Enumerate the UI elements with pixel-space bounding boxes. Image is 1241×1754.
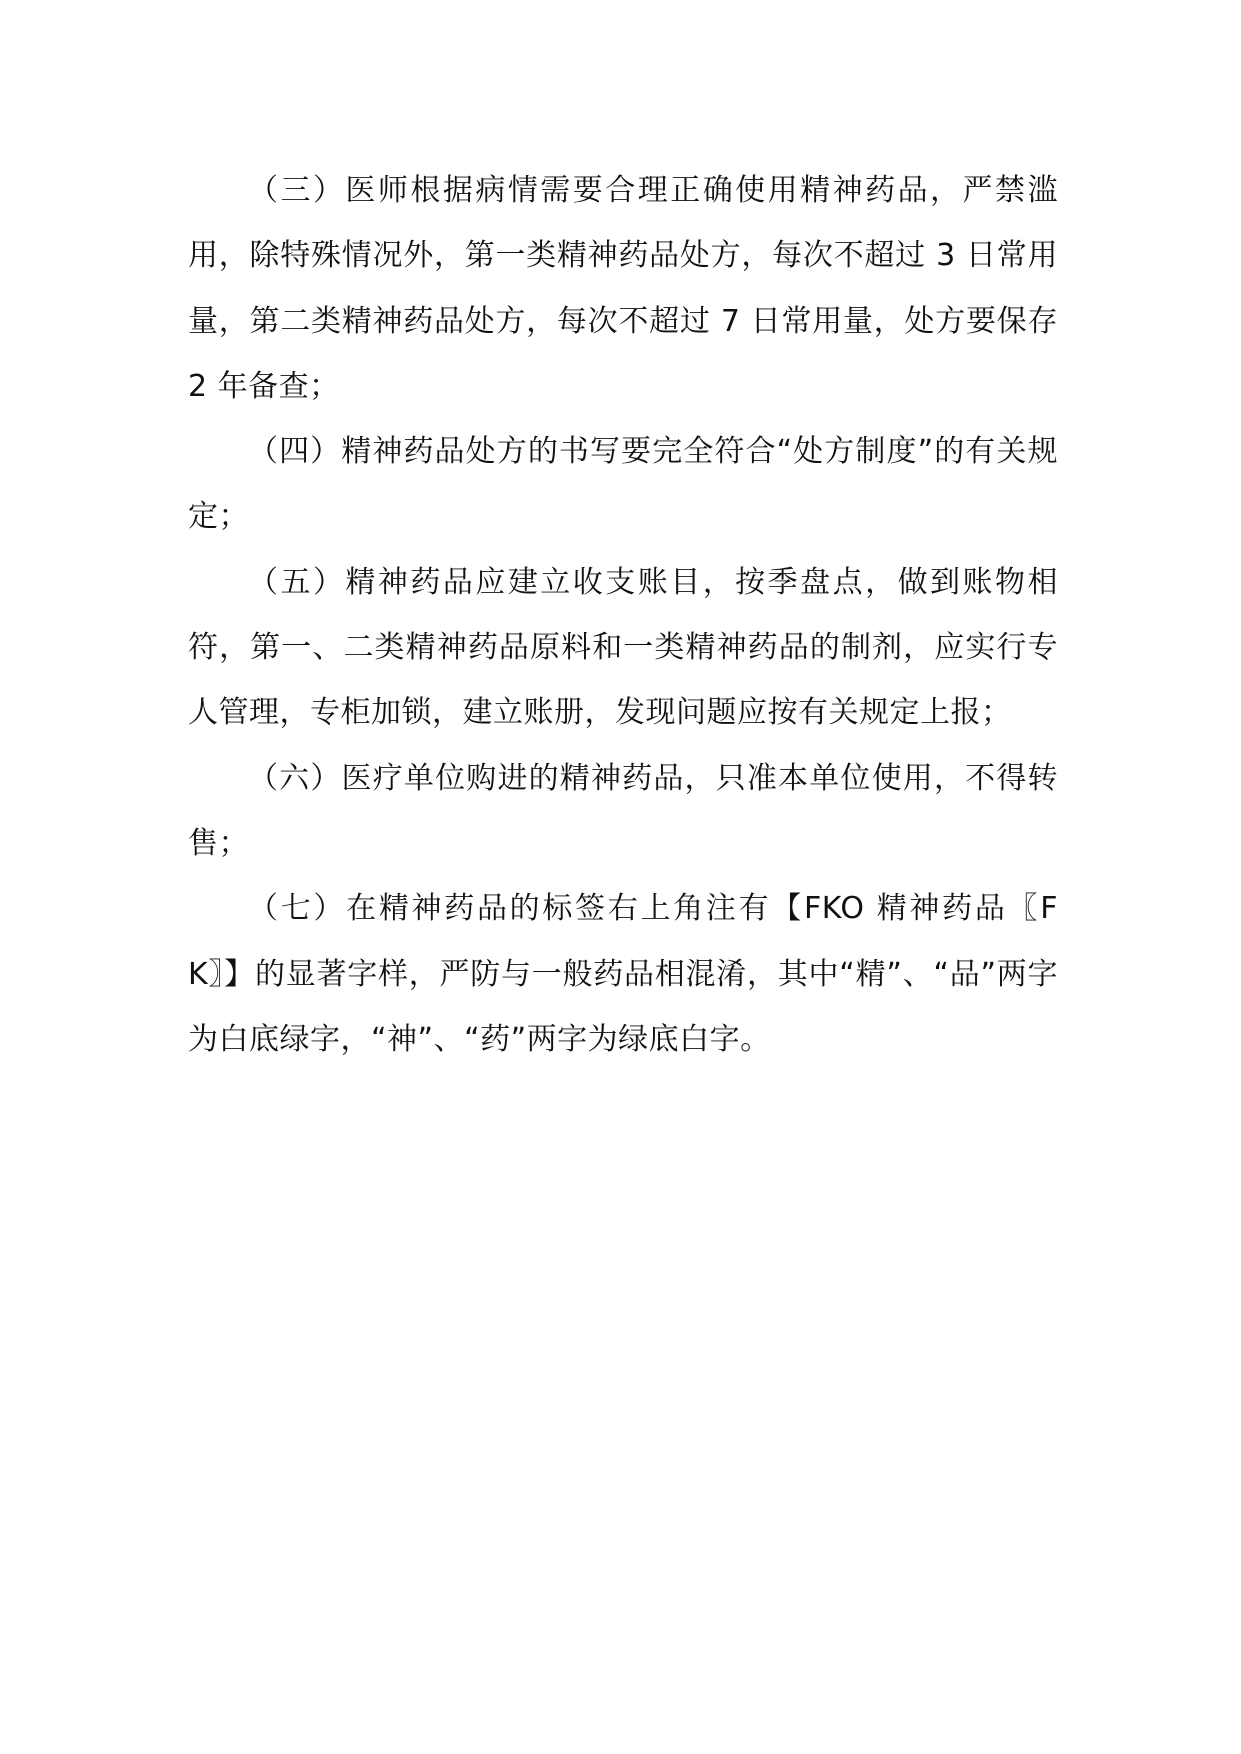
document-body	[188, 158, 1058, 1072]
paragraph-item-3: （三）医师根据病情需要合理正确使用精神药品，严禁滥用，除特殊情况外，第一类精神药品处方，每次不超过 3 日常用量，第二类精神药品处方，每次不超过 7 日常用量，处方要保存 2 年备查；	[188, 173, 1058, 404]
paragraph-item-6: （六）医疗单位购进的精神药品，只准本单位使用，不得转售；	[188, 760, 1058, 861]
paragraph-item-5: （五）精神药品应建立收支账目，按季盘点，做到账物相符，第一、二类精神药品原料和一类精神药品的制剂，应实行专人管理，专柜加锁，建立账册，发现问题应按有关规定上报；	[188, 564, 1058, 731]
paragraph-item-4: （四）精神药品处方的书写要完全符合“处方制度”的有关规定；	[188, 434, 1058, 535]
paragraph-item-7: （七）在精神药品的标签右上角注有【FKO 精神药品〖FK〗】的显著字样，严防与一般药品相混淆，其中“精”、“品”两字为白底绿字，“神”、“药”两字为绿底白字。	[188, 891, 1058, 1057]
